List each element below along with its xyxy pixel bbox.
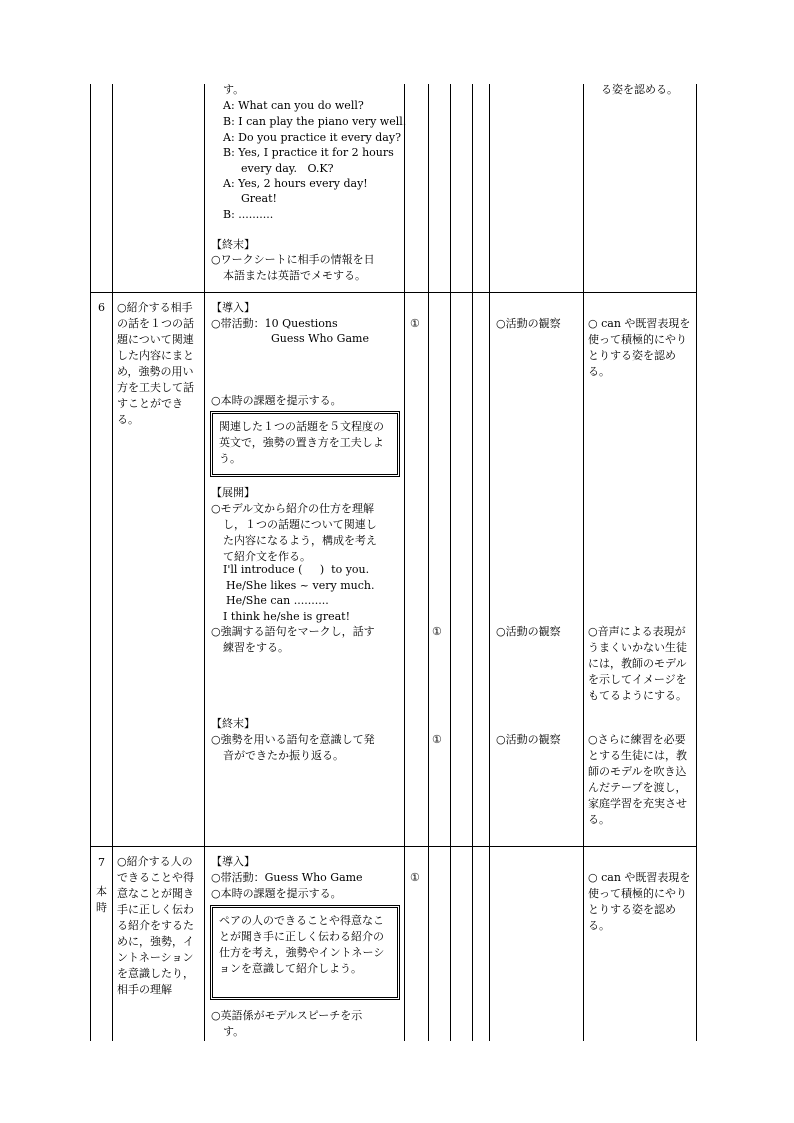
intro-activity: ○帯活動：10 Questions [211,317,338,330]
intro-task: ○本時の課題を提示する。 [211,887,342,900]
row7-label: 時 [96,901,107,914]
evaluation-method: ○活動の観察 [496,625,561,638]
grid-line [583,84,584,1041]
grid-line [428,84,429,1041]
row-separator [90,292,697,293]
grid-line [696,84,697,1041]
procedure-line: B: .......... [223,208,274,221]
model-line: He/She likes ~ very much. [226,579,375,592]
support-note: ○ can や既習表現を使って積極的にやりとりする姿を認める。 [588,871,691,932]
support-note: ○音声による表現がうまくいかない生徒には，教師のモデルを示してイメージをもてるようにする。 [588,625,687,702]
dev-line: ○英語係がモデルスピーチを示 [211,1009,363,1022]
end-line: 音ができたか振り返る。 [223,749,344,762]
section-heading: 【導入】 [211,855,255,868]
viewpoint-mark: ① [410,871,420,884]
dev-line: 練習をする。 [223,641,289,654]
grid-line [450,84,451,1041]
dev-line: た内容になるよう，構成を考え [223,534,377,547]
row6-number: 6 [98,301,105,314]
row6-goal: ○紹介する相手の話を１つの話題について関連した内容にまとめ，強勢の用い方を工夫して話すことができる。 [117,301,194,426]
procedure-line: す。 [223,83,245,96]
dev-line: し，１つの話題について関連し [223,518,377,531]
section-heading: 【展開】 [211,486,255,499]
viewpoint-mark: ① [432,733,442,746]
evaluation-method: ○活動の観察 [496,733,561,746]
support-note: ○さらに練習を必要とする生徒には，教師のモデルを吹き込んだテープを渡し，家庭学習を充実させる。 [588,733,687,826]
grid-line [90,84,91,1041]
grid-line [472,84,473,1041]
grid-line [489,84,490,1041]
dev-line: ○モデル文から紹介の仕方を理解 [211,502,375,515]
model-line: I'll introduce ( ) to you. [223,563,370,576]
dev-line: す。 [223,1025,245,1038]
dev-line: ○強調する語句をマークし，話す [211,625,375,638]
row7-label: 本 [96,885,107,898]
row7-goal: ○紹介する人のできることや得意なことが聞き手に正しく伝わる紹介をするために，強勢，イントネーションを意識したり，相手の理解 [117,855,194,996]
procedure-line: A: What can you do well? [223,99,364,112]
procedure-line: A: Do you practice it every day? [223,131,401,144]
row7-number: 7 [98,856,105,869]
procedure-line: every day. O.K? [241,162,334,175]
model-line: He/She can .......... [226,594,329,607]
grid-line [204,84,205,1041]
procedure-line: 本語または英語でメモする。 [223,269,366,282]
intro-task: ○本時の課題を提示する。 [211,394,342,407]
dev-line: て紹介文を作る。 [223,550,311,563]
row-separator [90,846,697,847]
procedure-line: Great! [241,192,277,205]
procedure-line: B: I can play the piano very well. [223,115,407,128]
task-box: ペアの人のできることや得意なことが聞き手に正しく伝わる紹介の仕方を考え，強勢やイントネーションを意識して紹介しよう。 [210,905,400,1000]
viewpoint-mark: ① [410,317,420,330]
evaluation-method: ○活動の観察 [496,317,561,330]
procedure-line: A: Yes, 2 hours every day! [223,177,368,190]
support-note: ○ can や既習表現を使って積極的にやりとりする姿を認める。 [588,317,691,378]
section-heading: 【導入】 [211,301,255,314]
procedure-line: ○ワークシートに相手の情報を日 [211,253,375,266]
intro-activity-sub: Guess Who Game [271,332,369,345]
section-heading: 【終末】 [211,238,255,251]
section-heading: 【終末】 [211,717,255,730]
viewpoint-mark: ① [432,625,442,638]
model-line: I think he/she is great! [223,610,351,623]
row-top-note: る姿を認める。 [601,83,678,96]
grid-line [404,84,405,1041]
grid-line [112,84,113,1041]
end-line: ○強勢を用いる語句を意識して発 [211,733,375,746]
intro-activity: ○帯活動：Guess Who Game [211,871,363,884]
task-box: 関連した１つの話題を５文程度の英文で，強勢の置き方を工夫しよう。 [210,411,400,477]
procedure-line: B: Yes, I practice it for 2 hours [223,146,394,159]
